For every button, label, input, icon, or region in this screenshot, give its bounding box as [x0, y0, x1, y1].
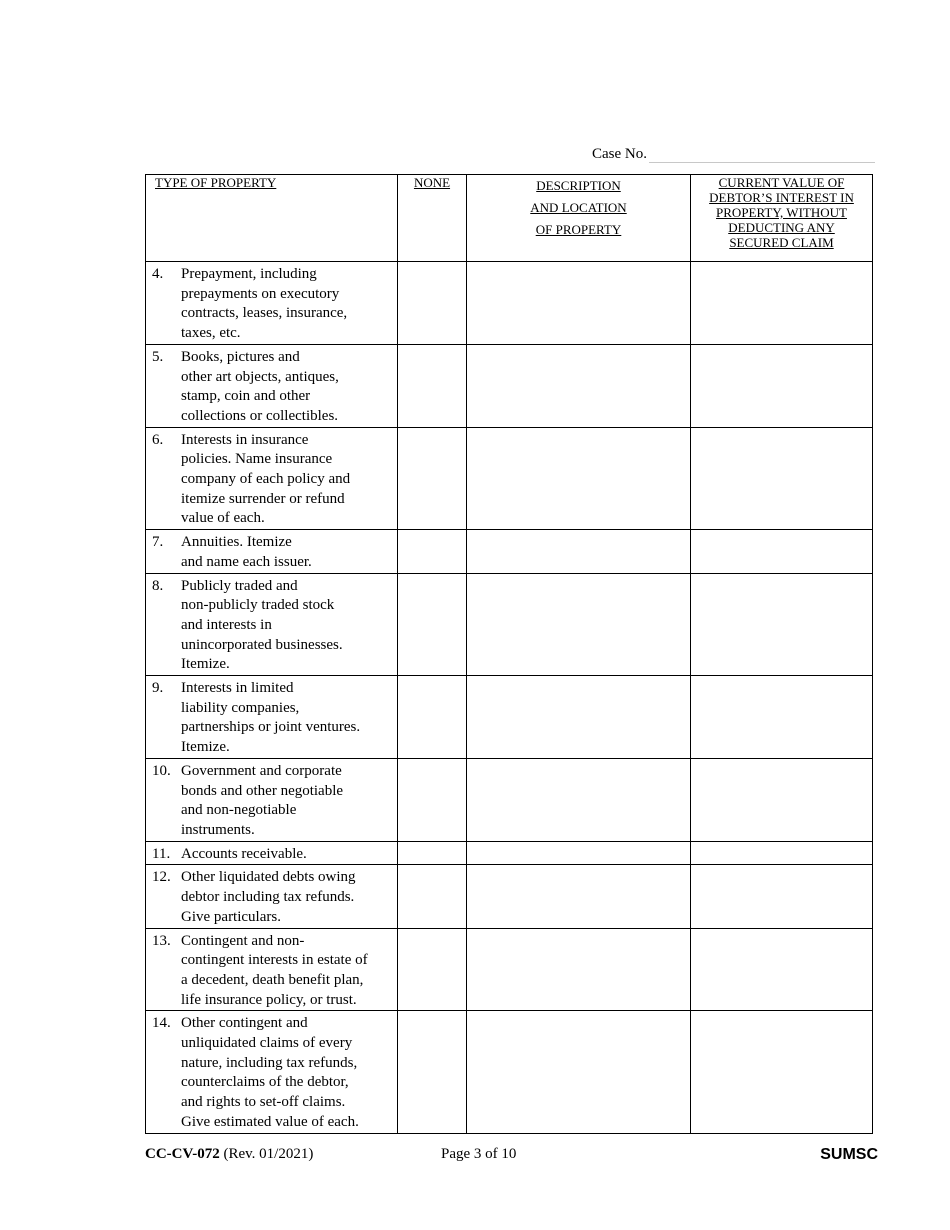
item-description	[181, 868, 397, 927]
item-description-line: counterclaims of the debtor,	[181, 1074, 349, 1091]
item-description-line: life insurance policy, or trust.	[181, 991, 357, 1008]
header-none: NONE	[398, 175, 467, 262]
item-description	[181, 431, 397, 530]
item-description-line: itemize surrender or refund	[181, 490, 345, 507]
item-number: 14.	[152, 1015, 171, 1032]
description-cell[interactable]	[467, 676, 691, 759]
table-row	[146, 427, 873, 530]
property-type-cell	[146, 841, 398, 865]
item-description-line: policies. Name insurance	[181, 451, 333, 468]
case-number-input-line[interactable]	[649, 148, 875, 163]
value-cell[interactable]	[691, 344, 873, 427]
item-description-line: debtor including tax refunds.	[181, 889, 355, 906]
item-description	[181, 348, 397, 427]
none-cell[interactable]	[398, 865, 467, 928]
table-header-row	[146, 175, 873, 262]
property-type-cell	[146, 928, 398, 1011]
item-number: 9.	[152, 680, 164, 697]
item-description-line: instruments.	[181, 821, 255, 838]
case-number-label: Case No.	[592, 146, 647, 162]
table-row	[146, 262, 873, 345]
table-row	[146, 928, 873, 1011]
item-description	[181, 533, 397, 572]
item-description-line: and rights to set-off claims.	[181, 1094, 346, 1111]
none-cell[interactable]	[398, 928, 467, 1011]
item-description-line: bonds and other negotiable	[181, 782, 344, 799]
property-type-cell	[146, 1011, 398, 1133]
item-description-line: taxes, etc.	[181, 325, 241, 342]
description-cell[interactable]	[467, 1011, 691, 1133]
form-revision: (Rev. 01/2021)	[223, 1146, 314, 1162]
footer-form-code	[145, 1146, 313, 1163]
description-cell[interactable]	[467, 841, 691, 865]
table-row	[146, 758, 873, 841]
item-description	[181, 845, 397, 865]
none-cell[interactable]	[398, 758, 467, 841]
item-description-line: Itemize.	[181, 656, 230, 673]
item-description-line: Contingent and non-	[181, 932, 305, 949]
case-number-field	[592, 146, 875, 163]
property-type-cell	[146, 865, 398, 928]
item-description-line: Interests in insurance	[181, 431, 309, 448]
value-cell[interactable]	[691, 865, 873, 928]
header-type-of-property: TYPE OF PROPERTY	[146, 175, 398, 262]
item-description	[181, 1014, 397, 1132]
none-cell[interactable]	[398, 530, 467, 573]
footer-page-number: Page 3 of 10	[441, 1146, 517, 1162]
item-number: 7.	[152, 534, 164, 551]
property-type-cell	[146, 427, 398, 530]
item-description-line: prepayments on executory	[181, 285, 340, 302]
item-description-line: nature, including tax refunds,	[181, 1054, 358, 1071]
property-type-cell	[146, 676, 398, 759]
table-row	[146, 344, 873, 427]
description-cell[interactable]	[467, 530, 691, 573]
footer-agency: SUMSC	[820, 1146, 878, 1163]
item-number: 8.	[152, 577, 164, 594]
item-description-line: and interests in	[181, 616, 272, 633]
value-cell[interactable]	[691, 573, 873, 676]
none-cell[interactable]	[398, 1011, 467, 1133]
item-description-line: Other contingent and	[181, 1015, 308, 1032]
property-type-cell	[146, 262, 398, 345]
table-row	[146, 841, 873, 865]
description-cell[interactable]	[467, 865, 691, 928]
item-number: 13.	[152, 932, 171, 949]
item-description-line: other art objects, antiques,	[181, 368, 339, 385]
item-description-line: Accounts receivable.	[181, 845, 307, 862]
item-description-line: contingent interests in estate of	[181, 952, 368, 969]
description-cell[interactable]	[467, 344, 691, 427]
item-description-line: company of each policy and	[181, 471, 351, 488]
value-cell[interactable]	[691, 841, 873, 865]
item-description-line: value of each.	[181, 510, 265, 527]
none-cell[interactable]	[398, 427, 467, 530]
table-row	[146, 676, 873, 759]
table-row	[146, 573, 873, 676]
none-cell[interactable]	[398, 344, 467, 427]
item-description	[181, 265, 397, 344]
property-type-cell	[146, 530, 398, 573]
property-type-cell	[146, 344, 398, 427]
description-cell[interactable]	[467, 262, 691, 345]
none-cell[interactable]	[398, 841, 467, 865]
item-description-line: unincorporated businesses.	[181, 636, 343, 653]
value-cell[interactable]	[691, 758, 873, 841]
item-description-line: liability companies,	[181, 699, 300, 716]
value-cell[interactable]	[691, 530, 873, 573]
item-description	[181, 932, 397, 1011]
item-number: 11.	[152, 845, 171, 862]
table-row	[146, 1011, 873, 1133]
property-type-cell	[146, 758, 398, 841]
item-description-line: Interests in limited	[181, 680, 294, 697]
description-cell[interactable]	[467, 928, 691, 1011]
item-description-line: Annuities. Itemize	[181, 534, 292, 551]
item-description-line: stamp, coin and other	[181, 388, 311, 405]
item-number: 10.	[152, 762, 171, 779]
none-cell[interactable]	[398, 573, 467, 676]
item-description-line: collections or collectibles.	[181, 407, 339, 424]
item-number: 6.	[152, 431, 164, 448]
item-description	[181, 762, 397, 841]
value-cell[interactable]	[691, 1011, 873, 1133]
item-description-line: Books, pictures and	[181, 348, 300, 365]
item-description-line: and non-negotiable	[181, 802, 297, 819]
none-cell[interactable]	[398, 676, 467, 759]
table-row	[146, 530, 873, 573]
item-number: 5.	[152, 348, 164, 365]
item-description-line: Publicly traded and	[181, 577, 298, 594]
description-cell[interactable]	[467, 573, 691, 676]
item-description-line: a decedent, death benefit plan,	[181, 971, 364, 988]
item-description-line: unliquidated claims of every	[181, 1035, 353, 1052]
item-description-line: partnerships or joint ventures.	[181, 719, 361, 736]
item-number: 12.	[152, 869, 171, 886]
property-type-cell	[146, 573, 398, 676]
description-cell[interactable]	[467, 758, 691, 841]
property-table	[145, 174, 873, 1134]
item-description-line: contracts, leases, insurance,	[181, 305, 348, 322]
item-description-line: Government and corporate	[181, 762, 342, 779]
none-cell[interactable]	[398, 262, 467, 345]
item-description-line: Give particulars.	[181, 908, 281, 925]
item-description	[181, 577, 397, 676]
item-number: 4.	[152, 266, 164, 282]
header-description: DESCRIPTION AND LOCATION OF PROPERTY	[467, 175, 691, 262]
description-cell[interactable]	[467, 427, 691, 530]
value-cell[interactable]	[691, 262, 873, 345]
value-cell[interactable]	[691, 928, 873, 1011]
item-description-line: and name each issuer.	[181, 553, 312, 570]
value-cell[interactable]	[691, 676, 873, 759]
item-description-line: Other liquidated debts owing	[181, 869, 356, 886]
item-description	[181, 679, 397, 758]
item-description-line: Itemize.	[181, 739, 230, 756]
item-description-line: non-publicly traded stock	[181, 597, 335, 614]
item-description-line: Prepayment, including	[181, 266, 317, 282]
table-row	[146, 865, 873, 928]
form-code: CC-CV-072	[145, 1146, 220, 1162]
item-description-line: Give estimated value of each.	[181, 1113, 359, 1130]
header-current-value: CURRENT VALUE OF DEBTOR’S INTEREST IN PROPERTY, WITHOUT DEDUCTING ANY SECURED CLAIM	[691, 175, 873, 262]
value-cell[interactable]	[691, 427, 873, 530]
